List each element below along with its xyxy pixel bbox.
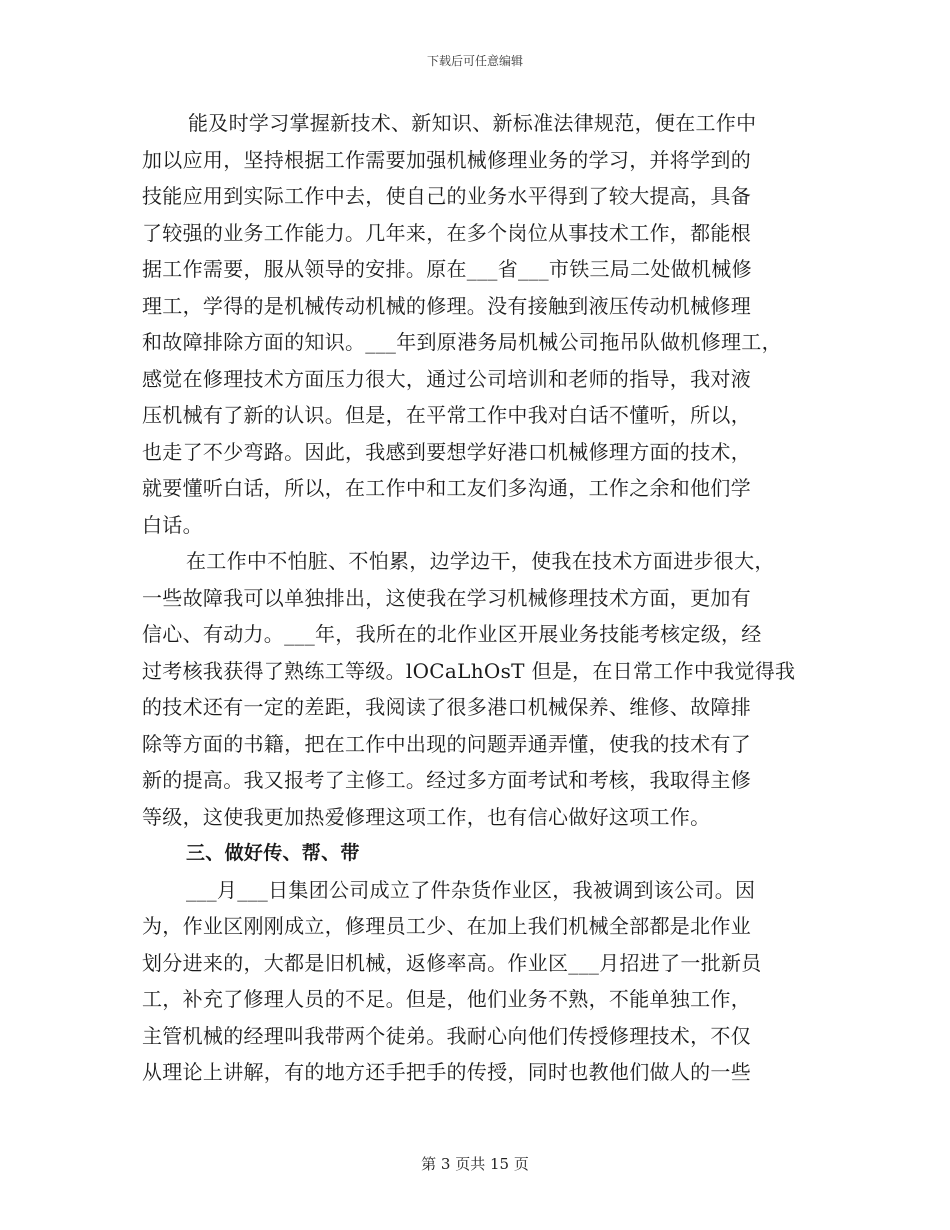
text-line: 除等方面的书籍，把在工作中出现的问题弄通弄懂，使我的技术有了 [142,731,751,756]
text-line: 等级，这使我更加热爱修理这项工作，也有信心做好这项工作。 [142,804,711,829]
text-line: 能及时学习掌握新技术、新知识、新标准法律规范，便在工作中 [188,111,757,135]
text-line: 和故障排除方面的知识。___年到原港务局机械公司拖吊队做机修理工， [142,330,782,354]
text-line: 加以应用，坚持根据工作需要加强机械修理业务的学习，并将学到的 [142,147,751,172]
text-line: 主管机械的经理叫我带两个徒弟。我耐心向他们传授修理技术，不仅 [142,1023,751,1048]
text-line: 也走了不少弯路。因此，我感到要想学好港口机械修理方面的技术， [142,439,751,464]
text-line: 过考核我获得了熟练工等级。lOCaLhOsT 但是，在日常工作中我觉得我 [142,658,796,683]
text-line: 理工，学得的是机械传动机械的修理。没有接触到液压传动机械修理 [142,293,751,318]
text-line: 一些故障我可以单独排出，这使我在学习机械修理技术方面，更加有 [142,585,751,610]
paragraph-start-line: 在工作中不怕脏、不怕累，边学边干，使我在技术方面进步很大， [186,549,775,573]
text-line: 技能应用到实际工作中去，使自己的业务水平得到了较大提高，具备 [142,184,751,208]
text-line: 新的提高。我又报考了主修工。经过多方面考试和考核，我取得主修 [142,768,751,792]
text-line: 就要懂听白话，所以，在工作中和工友们多沟通，工作之余和他们学 [142,476,751,500]
text-line: 工，补充了修理人员的不足。但是，他们业务不熟，不能单独工作， [142,987,751,1011]
text-line: 从理论上讲解，有的地方还手把手的传授，同时也教他们做人的一些 [142,1060,751,1084]
text-line: 为，作业区刚刚成立，修理员工少、在加上我们机械全部都是北作业 [142,914,751,938]
page-header: 下载后可任意编辑 [426,54,523,68]
text-line: 了较强的业务工作能力。几年来，在多个岗位从事技术工作，都能根 [142,220,751,245]
section-heading: 三、做好传、帮、带 [186,842,360,864]
document-body [142,105,822,1091]
text-line: 压机械有了新的认识。但是，在平常工作中我对白话不懂听，所以， [142,403,751,427]
text-line: 划分进来的，大都是旧机械，返修率高。作业区___月招进了一批新员 [142,950,762,975]
text-line: 据工作需要，服从领导的安排。原在___省___市铁三局二处做机械修 [142,257,752,281]
page-footer: 第 3 页共 15 页 [421,1155,529,1173]
paragraph-start-line: ___月___日集团公司成立了件杂货作业区，我被调到该公司。因 [186,877,756,902]
text-line: 感觉在修理技术方面压力很大，通过公司培训和老师的指导，我对液 [142,366,751,391]
text-line: 的技术还有一定的差距，我阅读了很多港口机械保养、维修、故障排 [142,695,751,719]
text-line: 白话。 [142,512,203,537]
text-line: 信心、有动力。___年，我所在的北作业区开展业务技能考核定级，经 [142,622,762,646]
